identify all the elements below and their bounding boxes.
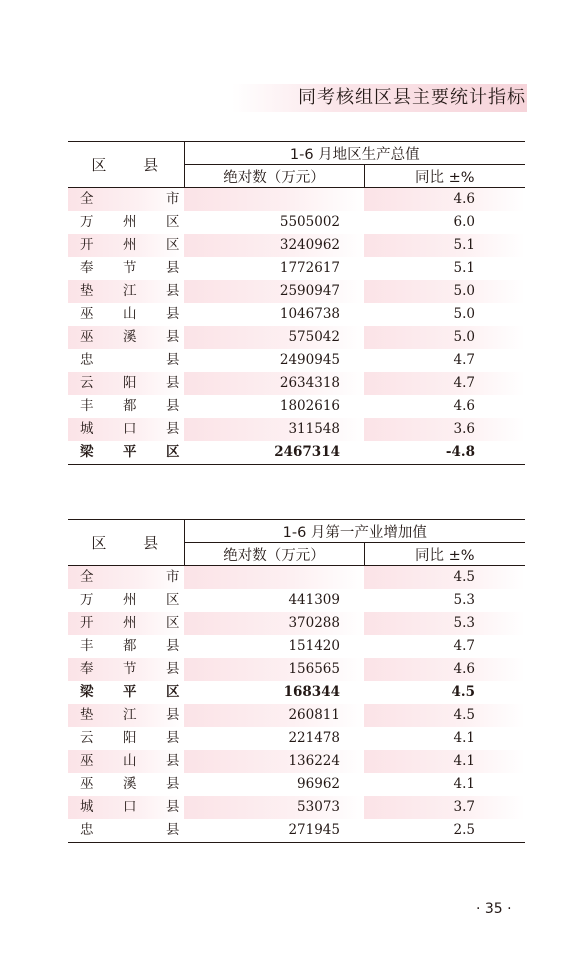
absolute-value: 311548 (184, 418, 364, 441)
yoy-percent: 4.5 (364, 566, 525, 590)
table-row (68, 234, 525, 257)
table-row (68, 188, 525, 212)
yoy-percent: 3.6 (364, 418, 525, 441)
yoy-percent: 4.1 (453, 776, 476, 792)
region-name: 忠 县 (80, 352, 180, 368)
yoy-percent: 4.1 (364, 750, 525, 773)
table-row (68, 750, 525, 773)
region-name: 万 州 区 (80, 592, 180, 608)
region-name: 丰 都 县 (80, 398, 180, 414)
region-name: 开 州 区 (68, 234, 184, 257)
yoy-percent: 4.6 (453, 398, 476, 414)
table-row (68, 418, 525, 441)
absolute-column-header: 绝对数（万元） (184, 165, 364, 188)
yoy-percent: 5.1 (453, 260, 476, 276)
table-row (68, 589, 525, 612)
region-name: 梁 平 区 (80, 684, 180, 700)
region-name: 全 市 (68, 566, 184, 590)
table-row (68, 773, 525, 796)
region-name: 开 州 区 (68, 612, 184, 635)
table-row (68, 658, 525, 681)
yoy-percent: 4.5 (451, 684, 476, 700)
absolute-value: 441309 (288, 592, 340, 608)
yoy-column-header: 同比 ±% (414, 169, 475, 186)
yoy-percent: -4.8 (364, 441, 525, 465)
absolute-column-header: 绝对数（万元） (184, 543, 364, 566)
absolute-value: 2467314 (184, 441, 364, 465)
table-row (68, 303, 525, 326)
yoy-percent: 5.3 (453, 592, 476, 608)
absolute-value (184, 566, 364, 590)
absolute-value: 1772617 (279, 260, 340, 276)
absolute-value: 3240962 (184, 234, 364, 257)
gdp-table-title: 1-6 月地区生产总值 (184, 142, 525, 165)
region-name: 云 阳 县 (80, 730, 180, 746)
yoy-percent: 4.1 (453, 730, 476, 746)
table-row (68, 326, 525, 349)
yoy-percent: 3.7 (364, 796, 525, 819)
table-row (68, 395, 525, 418)
region-name: 垫 江 县 (68, 704, 184, 727)
absolute-value: 260811 (184, 704, 364, 727)
page-title: 同考核组区县主要统计指标 (298, 87, 526, 108)
yoy-percent: 2.5 (364, 819, 525, 843)
table-row (68, 211, 525, 234)
table-row (68, 280, 525, 303)
absolute-value (184, 188, 364, 212)
page-number: · 35 · (476, 901, 512, 917)
table-row (68, 635, 525, 658)
table-row (68, 349, 525, 372)
table-row (68, 257, 525, 280)
table-row (68, 441, 525, 465)
yoy-percent: 4.6 (364, 188, 525, 212)
table-row (68, 612, 525, 635)
region-name: 奉 节 县 (68, 658, 184, 681)
region-name: 忠 县 (68, 819, 184, 843)
region-name: 城 口 县 (68, 796, 184, 819)
absolute-value: 1802616 (279, 398, 340, 414)
primary-industry-table-body (68, 566, 525, 843)
absolute-value: 168344 (283, 684, 340, 700)
region-name: 梁 平 区 (68, 441, 184, 465)
region-name: 垫 江 县 (68, 280, 184, 303)
absolute-value: 156565 (184, 658, 364, 681)
yoy-percent: 4.7 (364, 372, 525, 395)
yoy-percent: 5.0 (364, 280, 525, 303)
absolute-value: 5505002 (279, 214, 340, 230)
absolute-value: 2590947 (184, 280, 364, 303)
region-name: 万 州 区 (80, 214, 180, 230)
region-name: 云 阳 县 (68, 372, 184, 395)
absolute-value: 96962 (297, 776, 340, 792)
yoy-column-header: 同比 ±% (414, 547, 475, 564)
region-name: 巫 溪 县 (80, 776, 180, 792)
yoy-percent: 4.7 (453, 638, 476, 654)
table-row (68, 566, 525, 590)
yoy-percent: 5.0 (364, 326, 525, 349)
absolute-value: 2634318 (184, 372, 364, 395)
table-row (68, 372, 525, 395)
absolute-value: 221478 (288, 730, 340, 746)
table-row (68, 727, 525, 750)
absolute-value: 575042 (184, 326, 364, 349)
absolute-value: 2490945 (279, 352, 340, 368)
table-row (68, 681, 525, 704)
yoy-percent: 5.3 (364, 612, 525, 635)
table-row (68, 796, 525, 819)
region-name: 全 市 (68, 188, 184, 212)
table-row (68, 819, 525, 843)
absolute-value: 370288 (184, 612, 364, 635)
absolute-value: 53073 (184, 796, 364, 819)
region-name: 奉 节 县 (80, 260, 180, 276)
region-name: 丰 都 县 (80, 638, 180, 654)
yoy-percent: 6.0 (453, 214, 476, 230)
yoy-percent: 4.5 (364, 704, 525, 727)
region-column-header: 区 县 (68, 142, 184, 188)
absolute-value: 271945 (184, 819, 364, 843)
region-column-header: 区 县 (68, 520, 184, 566)
region-name: 巫 山 县 (80, 306, 180, 322)
absolute-value: 151420 (288, 638, 340, 654)
yoy-percent: 4.7 (453, 352, 476, 368)
gdp-table (68, 141, 525, 465)
yoy-percent: 5.1 (364, 234, 525, 257)
region-name: 巫 山 县 (68, 750, 184, 773)
absolute-value: 1046738 (279, 306, 340, 322)
primary-industry-table-title: 1-6 月第一产业增加值 (184, 520, 525, 543)
table-row (68, 704, 525, 727)
primary-industry-table (68, 519, 525, 843)
region-name: 巫 溪 县 (68, 326, 184, 349)
yoy-percent: 5.0 (453, 306, 476, 322)
region-name: 城 口 县 (68, 418, 184, 441)
absolute-value: 136224 (184, 750, 364, 773)
yoy-percent: 4.6 (364, 658, 525, 681)
gdp-table-body (68, 188, 525, 465)
